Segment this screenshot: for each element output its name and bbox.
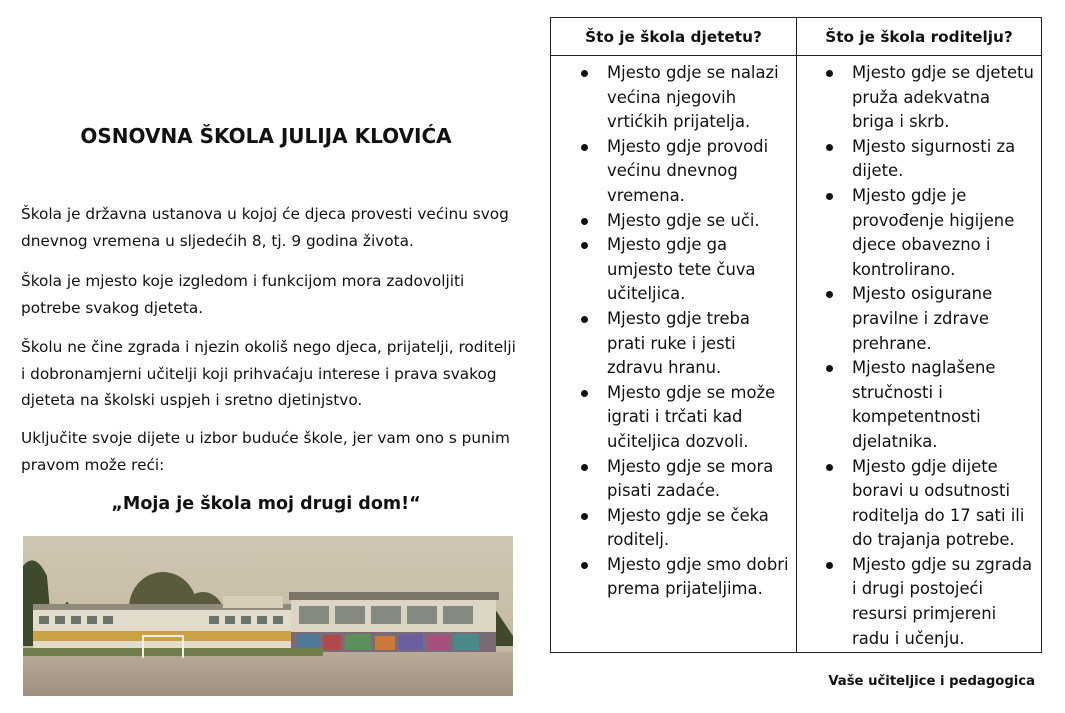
bullet-icon: [826, 365, 833, 372]
list-item: Mjesto gdje su zgrada i drugi postojeći resursi primjereni radu i učenju.: [797, 553, 1041, 651]
list-item: Mjesto sigurnosti za dijete.: [797, 135, 1041, 184]
list-item: Mjesto gdje smo dobri prema prijateljima.: [551, 553, 796, 602]
list-item: Mjesto gdje se uči.: [551, 209, 796, 234]
list-item: Mjesto gdje je provođenje higijene djece obavezno i kontrolirano.: [797, 184, 1041, 282]
bullet-icon: [581, 464, 588, 471]
bullet-icon: [826, 562, 833, 569]
bullet-icon: [581, 70, 588, 77]
school-photo: [23, 536, 513, 696]
bullet-icon: [826, 291, 833, 298]
list-item: Mjesto osigurane pravilne i zdrave prehrane.: [797, 282, 1041, 356]
list-item: Mjesto gdje se može igrati i trčati kad učiteljica dozvoli.: [551, 381, 796, 455]
list-item: Mjesto gdje ga umjesto tete čuva učiteljica.: [551, 233, 796, 307]
list-item: Mjesto gdje provodi većinu dnevnog vremena.: [551, 135, 796, 209]
bullet-icon: [826, 464, 833, 471]
paragraph-2: Škola je mjesto koje izgledom i funkcijom mora zadovoljiti potrebe svakog djeteta.: [21, 272, 465, 317]
list-item: Mjesto gdje se nalazi većina njegovih vrtićkih prijatelja.: [551, 61, 796, 135]
bullet-icon: [581, 390, 588, 397]
signature: Vaše učiteljice i pedagogica: [828, 674, 1035, 689]
list-item: Mjesto gdje se mora pisati zadaće.: [551, 455, 796, 504]
list-item: Mjesto gdje se čeka roditelj.: [551, 504, 796, 553]
child-column: [551, 56, 797, 653]
bullet-icon: [826, 70, 833, 77]
header-child: Što je škola djetetu?: [551, 18, 797, 56]
bullet-icon: [826, 193, 833, 200]
child-list: [551, 56, 796, 602]
motto: „Moja je škola moj drugi dom!“: [111, 494, 421, 514]
paragraph-1: Škola je državna ustanova u kojoj će djeca provesti većinu svog dnevnog vremena u sljedećih 8, tj. 9 godina života.: [21, 205, 509, 250]
school-meaning-table: [550, 17, 1042, 653]
paragraph-4: Uključite svoje dijete u izbor buduće škole, jer vam ono s punim pravom može reći:: [21, 429, 510, 474]
list-item: Mjesto naglašene stručnosti i kompetentnosti djelatnika.: [797, 356, 1041, 454]
bullet-icon: [581, 218, 588, 225]
bullet-icon: [581, 242, 588, 249]
paragraph-3: Školu ne čine zgrada i njezin okoliš nego djeca, prijatelji, roditelji i dobronamjerni učitelji koji prihvaćaju interese i prava svakog djeteta na školski uspjeh i sretno djetinjstvo.: [21, 338, 516, 409]
parent-list: [797, 56, 1041, 651]
list-item: Mjesto gdje se djetetu pruža adekvatna briga i skrb.: [797, 61, 1041, 135]
bullet-icon: [581, 316, 588, 323]
header-parent: Što je škola roditelju?: [797, 18, 1042, 56]
bullet-icon: [826, 144, 833, 151]
list-item: Mjesto gdje dijete boravi u odsutnosti roditelja do 17 sati ili do trajanja potrebe.: [797, 455, 1041, 553]
bullet-icon: [581, 562, 588, 569]
parent-column: [797, 56, 1042, 653]
bullet-icon: [581, 144, 588, 151]
list-item: Mjesto gdje treba prati ruke i jesti zdravu hranu.: [551, 307, 796, 381]
bullet-icon: [581, 513, 588, 520]
school-title: OSNOVNA ŠKOLA JULIJA KLOVIĆA: [80, 124, 452, 148]
